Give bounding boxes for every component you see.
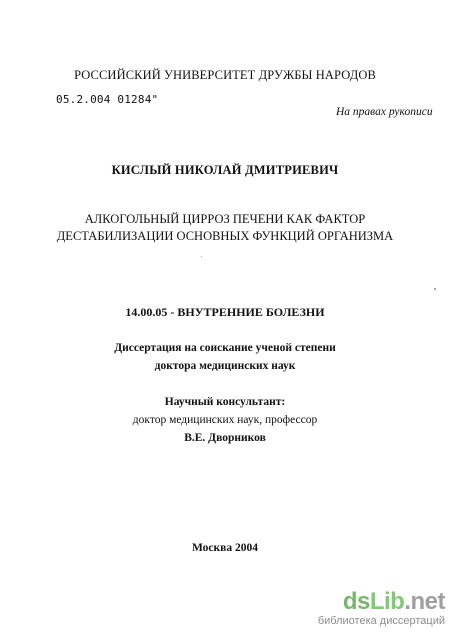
city-year: Москва 2004 [191, 542, 259, 554]
university-name: РОССИЙСКИЙ УНИВЕРСИТЕТ ДРУЖБЫ НАРОДОВ [74, 68, 376, 82]
dissertation-title-line: АЛКОГОЛЬНЫЙ ЦИРРОЗ ПЕЧЕНИ КАК ФАКТОР [84, 212, 366, 226]
watermark-caption: библиотека диссертаций [317, 615, 445, 627]
archive-stamp: 05.2.004 01284" [56, 93, 159, 106]
author-name: КИСЛЫЙ НИКОЛАЙ ДМИТРИЕВИЧ [111, 163, 339, 177]
scan-speck [434, 288, 436, 290]
manuscript-rights-note: На правах рукописи [336, 106, 433, 118]
degree-statement-line: доктора медицинских наук [154, 360, 296, 372]
consultant-label: Научный консультант: [164, 396, 286, 408]
degree-statement-line: Диссертация на соискание ученой степени [114, 342, 336, 354]
logo-part-net: .net [404, 588, 445, 615]
scan-speck [201, 256, 202, 257]
specialty-code: 14.00.05 - ВНУТРЕННИЕ БОЛЕЗНИ [125, 305, 325, 319]
consultant-degree: доктор медицинских наук, профессор [132, 414, 318, 426]
dslib-watermark [317, 588, 445, 630]
logo-part-ds: ds [342, 588, 370, 615]
dslib-logo [343, 590, 445, 614]
dissertation-title-line: ДЕСТАБИЛИЗАЦИИ ОСНОВНЫХ ФУНКЦИЙ ОРГАНИЗМА [56, 229, 394, 243]
logo-part-lib: Lib [369, 588, 405, 615]
consultant-name: В.Е. Дворников [184, 432, 266, 444]
